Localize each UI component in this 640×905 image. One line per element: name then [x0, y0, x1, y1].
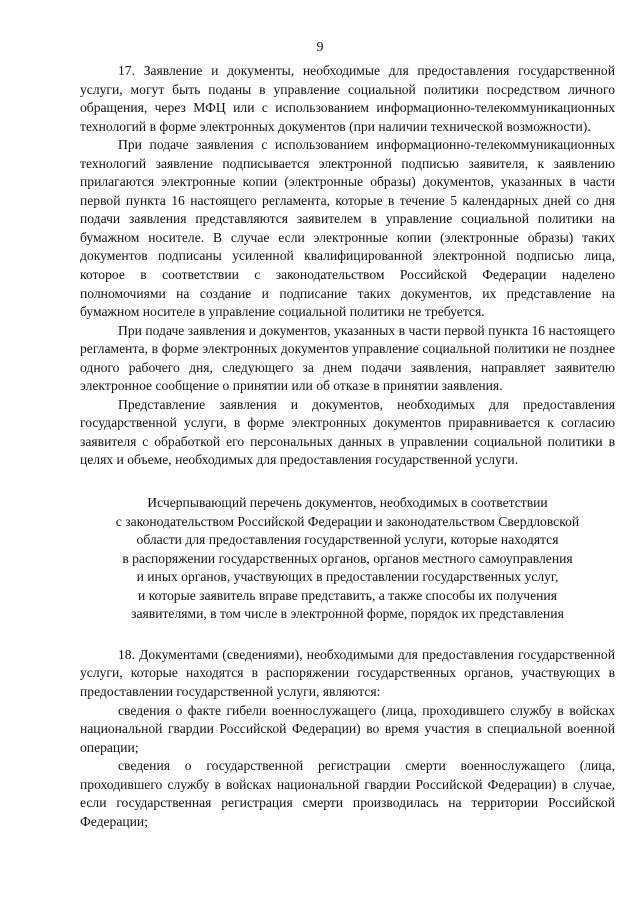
heading-line: и иных органов, участвующих в предоставлении государственных услуг, — [136, 569, 559, 585]
heading-line: Исчерпывающий перечень документов, необходимых в соответствии — [147, 495, 548, 511]
paragraph-18: 18. Документами (сведениями), необходимыми для предоставления государственной услуги, которые находятся в распоряжении государственных органов, участвующих в предоставлении государственной услуги, являются: — [80, 646, 615, 699]
heading-line: и которые заявитель вправе представить, а также способы их получения — [138, 587, 557, 603]
heading-line: заявителями, в том числе в электронной форме, порядок их представления — [131, 606, 564, 622]
heading-line: в распоряжении государственных органов, органов местного самоуправления — [122, 550, 573, 566]
heading-line: с законодательством Российской Федерации и законодательством Свердловской — [115, 513, 580, 529]
list-item-death-registration: сведения о государственной регистрации смерти военнослужащего (лица, проходившего службу в войсках национальной гвардии Российской Федерации) в случае, если государственная регистрация смерти производилась на территории Российской Федерации; — [80, 758, 615, 829]
paragraph-notification: При подаче заявления и документов, указанных в части первой пункта 16 настоящего регламента, в форме электронных документов управление социальной политики не позднее одного рабочего дня, следующего за днем подачи заявления, направляет заявителю электронное сообщение о принятии или об отказе в принятии заявления. — [80, 322, 615, 394]
paragraph-electronic-submission: При подаче заявления с использованием информационно-телекоммуникационных технологий заявление подписывается электронной подписью заявителя, к заявлению прилагаются электронные копии (электронные образы) документов, указанных в части первой пункта 16 настоящего регламента, которые в течение 5 календарных дней со дня подачи заявления представляются заявителем в управление социальной политики на бумажном носителе. В случае если электронные копии (электронные образы) таких документов подписаны усиленной квалифицированной электронной подписью лица, которое в соответствии с законодательством Российской Федерации наделено полномочиями на создание и подписание таких документов, их представление на бумажном носителе в управление социальной политики не требуется. — [80, 137, 615, 320]
paragraph-17: 17. Заявление и документы, необходимые для предоставления государственной услуги, могут быть поданы в управление социальной политики посредством личного обращения, через МФЦ или с использованием информационно-телекоммуникационных технологий в форме электронных документов (при наличии технической возможности). — [80, 63, 615, 134]
list-item-death-fact: сведения о факте гибели военнослужащего (лица, проходившего службу в войсках национальной гвардии Российской Федерации) во время участия в специальной военной операции; — [80, 702, 615, 755]
document-body — [80, 62, 615, 831]
heading-line: области для предоставления государственной услуги, которые находятся — [136, 532, 559, 548]
paragraph-consent: Представление заявления и документов, необходимых для предоставления государственной услуги, в форме электронных документов приравнивается к согласию заявителя с обработкой его персональных данных в управлении социальной политики в целях и объеме, необходимых для предоставления государственной услуги. — [80, 396, 615, 468]
page-number: 9 — [316, 40, 324, 55]
section-heading — [80, 494, 615, 624]
